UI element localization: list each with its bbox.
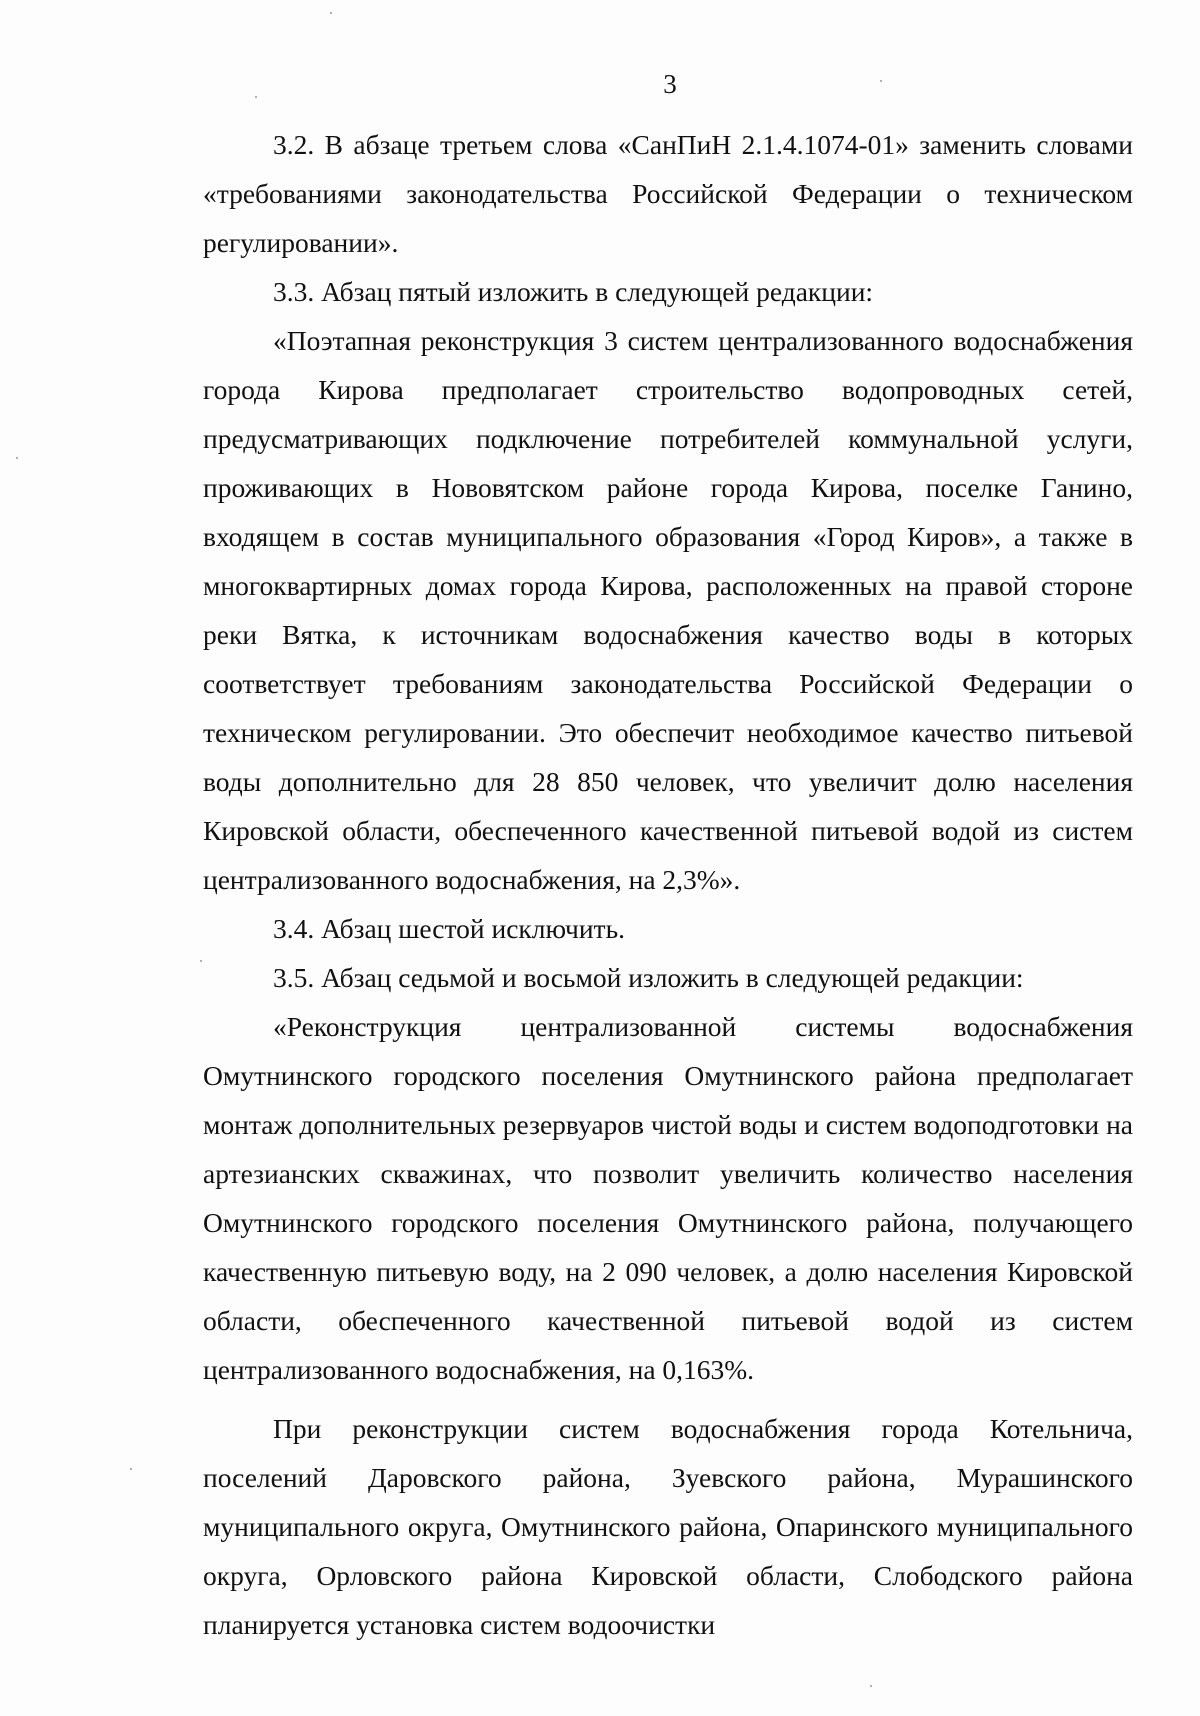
scan-speck [130,1468,132,1470]
paragraph-quote-kirov: «Поэтапная реконструкция 3 систем централизованного водоснабжения города Кирова предполагает строительство водопроводных сетей, предусматривающих подключение потребителей коммунальной услуги, проживающих в Нововятском районе города Кирова, поселке Ганино, входящем в состав муниципального образования «Город Киров», а также в многоквартирных домах города Кирова, расположенных на правой стороне реки Вятка, к источникам водоснабжения качество воды в которых соответствует требованиям законодательства Российской Федерации о техническом регулировании. Это обеспечит необходимое качество питьевой воды дополнительно для 28 850 человек, что увеличит долю населения Кировской области, обеспеченного качественной питьевой водой из систем централизованного водоснабжения, на 2,3%». [203,325,1133,895]
scan-speck [870,1685,872,1687]
scan-speck [16,457,18,459]
paragraph-3-5: 3.5. Абзац седьмой и восьмой изложить в следующей редакции: [273,962,1024,993]
paragraph-3-2: 3.2. В абзаце третьем слова «СанПиН 2.1.4.1074-01» заменить словами «требованиями законодательства Российской Федерации о техническом регулировании». [203,129,1133,258]
page-number: 3 [663,69,677,99]
paragraph-3-4: 3.4. Абзац шестой исключить. [273,913,625,944]
paragraph-reconstruction-plan: При реконструкции систем водоснабжения города Котельнича, поселений Даровского района, Зуевского района, Мурашинского муниципального округа, Омутнинского района, Опаринского муниципального округа, Орловского района Кировской области, Слободского района планируется установка систем водоочистки [203,1413,1133,1640]
scan-speck [200,960,202,962]
document-body [203,120,1133,1649]
scan-speck [880,80,882,82]
scan-speck [330,12,332,14]
paragraph-quote-omutninsk: «Реконструкция централизованной системы водоснабжения Омутнинского городского поселения Омутнинского района предполагает монтаж дополнительных резервуаров чистой воды и систем водоподготовки на артезианских скважинах, что позволит увеличить количество населения Омутнинского городского поселения Омутнинского района, получающего качественную питьевую воду, на 2 090 человек, а долю населения Кировской области, обеспеченного качественной питьевой водой из систем централизованного водоснабжения, на 0,163%. [203,1011,1133,1385]
scan-speck [255,96,257,98]
paragraph-3-3: 3.3. Абзац пятый изложить в следующей редакции: [273,276,874,307]
